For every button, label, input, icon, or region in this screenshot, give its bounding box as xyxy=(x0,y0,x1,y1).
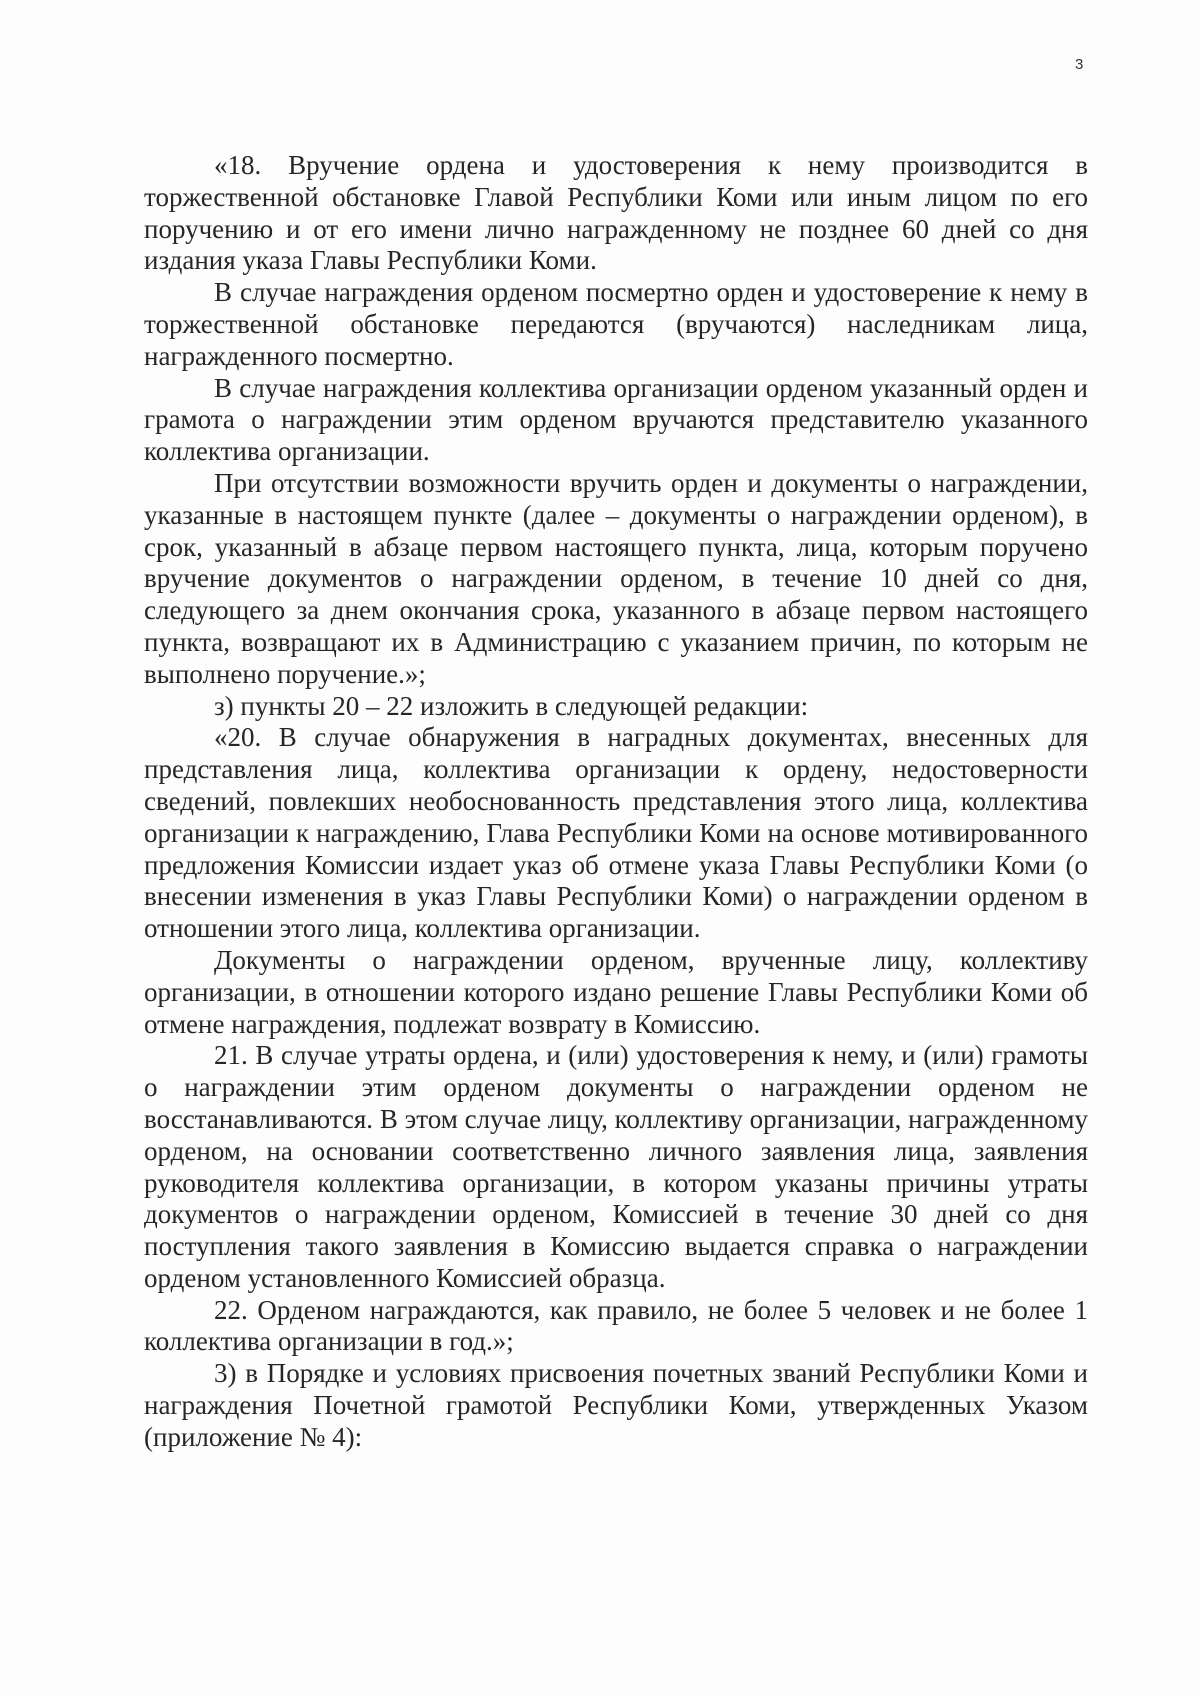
paragraph-item-20: «20. В случае обнаружения в наградных документах, внесенных для представления лица, коллектива организации к ордену, недостоверности сведений, повлекших необоснованность представления этого лица, коллектива организации к награждению, Глава Республики Коми на основе мотивированного предложения Комиссии издает указ об отмене указа Главы Республики Коми (о внесении изменения в указ Главы Республики Коми) о награждении орденом в отношении этого лица, коллектива организации. xyxy=(144,722,1088,944)
paragraph-impossibility: При отсутствии возможности вручить орден и документы о награждении, указанные в настоящем пункте (далее – документы о награждении орденом), в срок, указанный в абзаце первом настоящего пункта, лица, которым поручено вручение документов о награждении орденом, в течение 10 дней со дня, следующего за днем окончания срока, указанного в абзаце первом настоящего пункта, возвращают их в Администрацию с указанием причин, по которым не выполнено поручение.»; xyxy=(144,467,1088,689)
paragraph-item-18: «18. Вручение ордена и удостоверения к нему производится в торжественной обстановке Главой Республики Коми или иным лицом по его поручению и от его имени лично награжденному не позднее 60 дней со дня издания указа Главы Республики Коми. xyxy=(144,150,1088,276)
document-body xyxy=(144,150,1088,1454)
paragraph-return-documents: Документы о награждении орденом, врученные лицу, коллективу организации, в отношении которого издано решение Главы Республики Коми об отмене награждения, подлежат возврату в Комиссию. xyxy=(144,944,1088,1039)
paragraph-posthumous: В случае награждения орденом посмертно орден и удостоверение к нему в торжественной обстановке передаются (вручаются) наследникам лица, награжденного посмертно. xyxy=(144,277,1088,371)
page-number: 3 xyxy=(1075,56,1084,73)
paragraph-subitem-3: 3) в Порядке и условиях присвоения почетных званий Республики Коми и награждения Почетной грамотой Республики Коми, утвержденных Указом (приложение № 4): xyxy=(144,1358,1088,1452)
paragraph-item-22: 22. Орденом награждаются, как правило, не более 5 человек и не более 1 коллектива организации в год.»; xyxy=(144,1294,1088,1357)
paragraph-collective: В случае награждения коллектива организации орденом указанный орден и грамота о награждении этим орденом вручаются представителю указанного коллектива организации. xyxy=(144,372,1088,467)
paragraph-item-21: 21. В случае утраты ордена, и (или) удостоверения к нему, и (или) грамоты о награждении этим орденом документы о награждении орденом не восстанавливаются. В этом случае лицу, коллективу организации, награжденному орденом, на основании соответственно личного заявления лица, заявления руководителя коллектива организации, в котором указаны причины утраты документов о награждении орденом, Комиссией в течение 30 дней со дня поступления такого заявления в Комиссию выдается справка о награждении орденом установленного Комиссией образца. xyxy=(144,1040,1088,1293)
paragraph-subitem-z: з) пункты 20 – 22 изложить в следующей редакции: xyxy=(214,690,809,721)
